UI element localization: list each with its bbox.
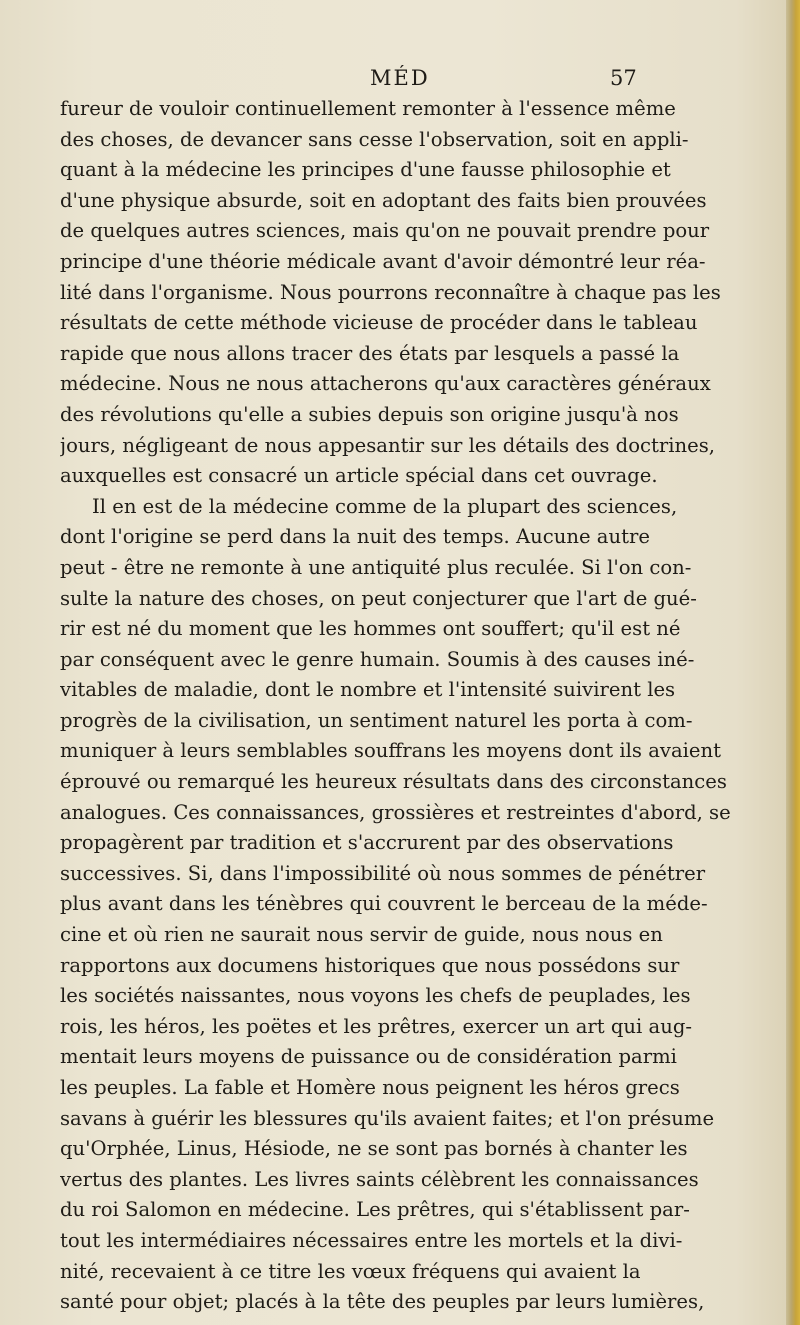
text-line: auxquelles est consacré un article spécial dans cet ouvrage. <box>60 464 658 488</box>
text-line: des choses, de devancer sans cesse l'observation, soit en appli- <box>60 127 689 151</box>
text-line: fureur de vouloir continuellement remonter à l'essence même <box>60 97 676 120</box>
text-line: progrès de la civilisation, un sentiment naturel les porta à com- <box>60 708 693 732</box>
text-line: rir est né du moment que les hommes ont souffert; qu'il est né <box>60 617 681 641</box>
text-line: sulte la nature des choses, on peut conjecturer que l'art de gué- <box>60 586 697 610</box>
text-line: rapide que nous allons tracer des états par lesquels a passé la <box>60 341 680 365</box>
text-line: cine et où rien ne saurait nous servir de guide, nous nous en <box>60 923 663 947</box>
text-line: propagèrent par tradition et s'accrurent par des observations <box>60 831 674 855</box>
page-number: 57 <box>610 66 637 90</box>
text-line: jours, négligeant de nous appesantir sur les détails des doctrines, <box>60 433 716 457</box>
text-line: peut - être ne remonte à une antiquité plus reculée. Si l'on con- <box>60 555 692 579</box>
text-line: principe d'une théorie médicale avant d'avoir démontré leur réa- <box>60 249 706 273</box>
text-line: les sociétés naissantes, nous voyons les chefs de peuplades, les <box>60 984 691 1008</box>
text-line: médecine. Nous ne nous attacherons qu'aux caractères généraux <box>60 372 711 396</box>
text-line: par conséquent avec le genre humain. Soumis à des causes iné- <box>60 647 695 671</box>
page-binding-edge <box>786 0 800 1325</box>
text-line: savans à guérir les blessures qu'ils avaient faites; et l'on présume <box>60 1106 715 1130</box>
text-line: dont l'origine se perd dans la nuit des temps. Aucune autre <box>60 525 650 549</box>
text-line: nité, recevaient à ce titre les vœux fréquens qui avaient la <box>60 1259 641 1283</box>
text-line: lité dans l'organisme. Nous pourrons reconnaître à chaque pas les <box>60 280 721 304</box>
text-line: les peuples. La fable et Homère nous peignent les héros grecs <box>60 1076 680 1099</box>
text-line: d'une physique absurde, soit en adoptant des faits bien prouvées <box>60 188 707 212</box>
text-line: résultats de cette méthode vicieuse de procéder dans le tableau <box>60 311 698 335</box>
text-line: mentait leurs moyens de puissance ou de considération parmi <box>60 1045 677 1069</box>
text-line: muniquer à leurs semblables souffrans les moyens dont ils avaient <box>60 739 721 763</box>
text-line: plus avant dans les ténèbres qui couvrent le berceau de la méde- <box>60 892 708 916</box>
paragraph-start-line: Il en est de la médecine comme de la plupart des sciences, <box>92 494 678 518</box>
text-line: tout les intermédiaires nécessaires entre les mortels et la divi- <box>60 1228 683 1252</box>
text-line: des révolutions qu'elle a subies depuis son origine jusqu'à nos <box>60 402 679 426</box>
body-text <box>60 94 770 1318</box>
text-line: successives. Si, dans l'impossibilité où nous sommes de pénétrer <box>60 861 706 885</box>
text-line: quant à la médecine les principes d'une fausse philosophie et <box>60 158 671 182</box>
running-title: MÉD <box>370 66 430 90</box>
text-line: éprouvé ou remarqué les heureux résultats dans des circonstances <box>60 770 727 794</box>
text-line: analogues. Ces connaissances, grossières et restreintes d'abord, se <box>60 800 731 824</box>
text-line: santé pour objet; placés à la tête des peuples par leurs lumières, <box>60 1290 705 1314</box>
text-line: du roi Salomon en médecine. Les prêtres, qui s'établissent par- <box>60 1198 690 1222</box>
text-line: vitables de maladie, dont le nombre et l'intensité suivirent les <box>60 678 676 702</box>
text-line: rois, les héros, les poëtes et les prêtres, exercer un art qui aug- <box>60 1014 693 1038</box>
running-head <box>280 66 760 96</box>
text-line: de quelques autres sciences, mais qu'on ne pouvait prendre pour <box>60 219 710 243</box>
text-line: rapportons aux documens historiques que nous possédons sur <box>60 953 680 977</box>
text-line: vertus des plantes. Les livres saints célèbrent les connaissances <box>60 1167 699 1191</box>
text-line: qu'Orphée, Linus, Hésiode, ne se sont pas bornés à chanter les <box>60 1137 688 1161</box>
